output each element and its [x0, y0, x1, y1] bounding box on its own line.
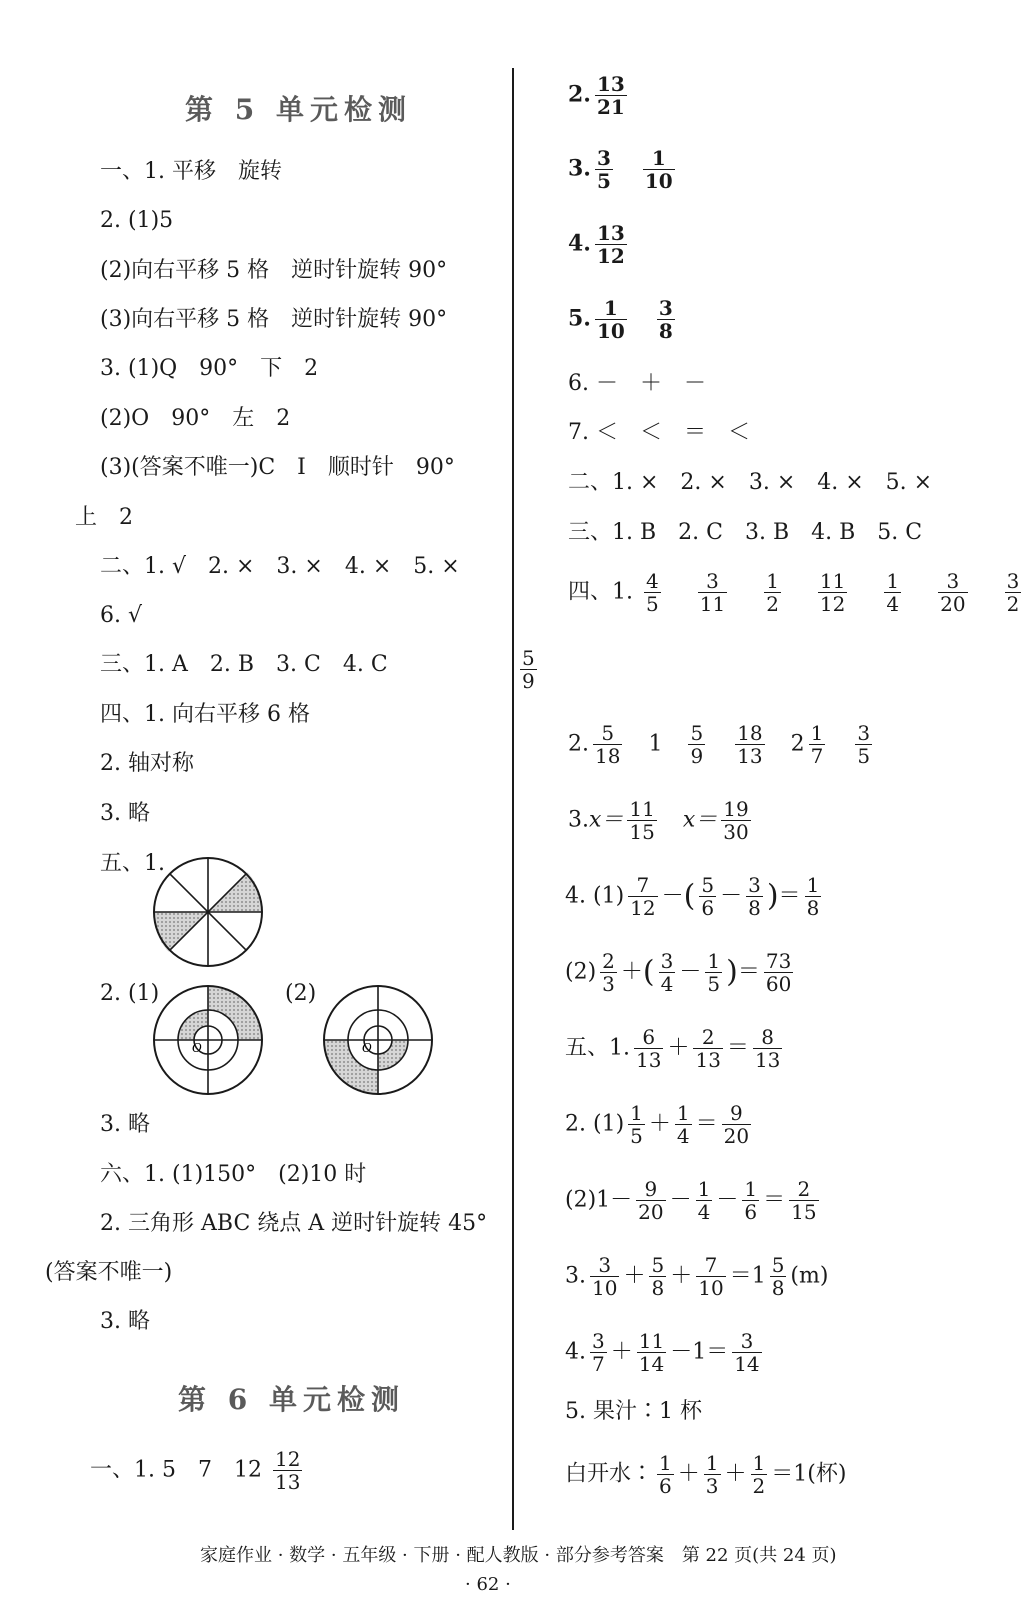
answer-line: 五、1. $\frac{6}{13}$ ＋ $\frac{2}{13}$ ＝ $\frac{8}{13}$ [565, 1025, 781, 1072]
answer-line [516, 647, 541, 692]
fraction: $\frac{2}{3}$ [602, 949, 615, 996]
answer-line: (2) [285, 981, 317, 1006]
answer-line: 4. $\frac{13}{12}$ [568, 221, 625, 268]
fraction: $\frac{1}{6}$ [744, 1177, 758, 1224]
fraction: $\frac{8}{13}$ [754, 1025, 781, 1072]
fraction: $\frac{2}{13}$ [695, 1025, 721, 1072]
fraction: $\frac{1}{5}$ [630, 1101, 643, 1148]
answer-line: 2. $\frac{13}{21}$ [568, 72, 625, 119]
fraction: $\frac{6}{13}$ [636, 1025, 662, 1072]
fraction: $\frac{1}{8}$ [806, 873, 820, 920]
fraction: $\frac{19}{30}$ [723, 797, 749, 844]
fraction: $\frac{1}{3}$ [705, 1451, 719, 1498]
fraction: $\frac{11}{12}$ [819, 569, 846, 616]
fraction: $\frac{9}{20}$ [638, 1177, 664, 1224]
unit5-title: 第 5 单元检测 [185, 93, 412, 126]
fraction: $\frac{12}{13}$ [274, 1447, 301, 1494]
answer-line: 2. (1)5 [100, 208, 174, 233]
fraction: $\frac{1}{4}$ [697, 1177, 711, 1224]
fraction: $\frac{3}{11}$ [699, 569, 726, 616]
answer-line: 2. 轴对称 [100, 751, 194, 776]
answer-line: 4. $\frac{3}{7}$ ＋ $\frac{11}{14}$ －1＝ $\frac{3}{14}$ [565, 1329, 760, 1376]
center-label: O [362, 1041, 372, 1055]
fraction: $\frac{4}{5}$ [646, 569, 659, 616]
answer-line: 2. 三角形 ABC 绕点 A 逆时针旋转 45° [100, 1211, 488, 1236]
fraction: $\frac{1}{6}$ [659, 1451, 672, 1498]
fraction: $\frac{5}{6}$ [701, 873, 715, 920]
answer-line: 3. 略 [100, 1112, 150, 1137]
answer-text: 一、1. 5 7 12 [90, 1457, 262, 1483]
answer-line: 4. (1) $\frac{7}{12}$ －( $\frac{5}{6}$ － $\frac{3}{8}$ )＝ $\frac{1}{8}$ [565, 873, 820, 920]
fraction: $\frac{3}{5}$ [857, 721, 871, 768]
unit6-title: 第 6 单元检测 [178, 1383, 405, 1416]
answer-line: (2) $\frac{2}{3}$ ＋( $\frac{3}{4}$ － $\frac{1}{5}$ )＝ $\frac{73}{60}$ [565, 949, 792, 996]
sector-circle-figure [152, 856, 264, 968]
answer-line: 2. $\frac{5}{18}$ 1 $\frac{5}{9}$ $\frac{18}{13}$ 2 $\frac{1}{7}$ $\frac{3}{5}$ [568, 721, 871, 768]
answer-line: 四、1. 向右平移 6 格 [100, 702, 310, 727]
answer-line: 六、1. (1)150° (2)10 时 [100, 1162, 367, 1187]
answer-line: 5. 果汁∶1 杯 [565, 1399, 702, 1424]
fraction: $\frac{3}{20}$ [940, 569, 966, 616]
fraction: $\frac{3}{5}$ [596, 146, 611, 193]
answer-line: 三、1. B 2. C 3. B 4. B 5. C [568, 520, 923, 545]
fraction: $\frac{11}{15}$ [629, 797, 655, 844]
fraction: $\frac{5}{18}$ [595, 721, 621, 768]
fraction: $\frac{5}{8}$ [651, 1253, 665, 1300]
fraction: $\frac{1}{7}$ [810, 721, 824, 768]
fraction: $\frac{1}{10}$ [596, 296, 625, 343]
concentric-circle-figure-2 [322, 984, 434, 1096]
fraction: $\frac{3}{14}$ [734, 1329, 760, 1376]
fraction: $\frac{1}{2}$ [752, 1451, 766, 1498]
answer-line: (2)O 90° 左 2 [100, 406, 291, 431]
answer-line: 3. $\frac{3}{5}$ $\frac{1}{10}$ [568, 146, 673, 193]
answer-line: 2. (1) [100, 981, 160, 1006]
answer-line: 二、1. √ 2. × 3. × 4. × 5. × [100, 554, 460, 579]
answer-line: 5. $\frac{1}{10}$ $\frac{3}{8}$ [568, 296, 673, 343]
fraction: $\frac{1}{4}$ [886, 569, 900, 616]
page-footer: 家庭作业 · 数学 · 五年级 · 下册 · 配人教版 · 部分参考答案 第 22 页(共 24 页) [200, 1545, 837, 1566]
answer-line: 3. 略 [100, 1309, 150, 1334]
fraction: $\frac{1}{2}$ [766, 569, 779, 616]
center-label: O [192, 1041, 202, 1055]
answer-line: 3. $\frac{3}{10}$ ＋ $\frac{5}{8}$ ＋ $\frac{7}{10}$ ＝1 $\frac{5}{8}$ (m) [565, 1253, 829, 1300]
answer-line: 6. － ＋ － [568, 371, 706, 396]
answer-line: 7. ＜ ＜ ＝ ＜ [568, 420, 750, 445]
answer-line: 3. (1)Q 90° 下 2 [100, 356, 319, 381]
fraction: $\frac{3}{10}$ [592, 1253, 618, 1300]
answer-line: 白开水∶ $\frac{1}{6}$ ＋ $\frac{1}{3}$ ＋ $\frac{1}{2}$ ＝1(杯) [565, 1451, 847, 1498]
fraction: $\frac{18}{13}$ [737, 721, 763, 768]
fraction: $\frac{3}{8}$ [658, 296, 673, 343]
answer-line: 一、1. 平移 旋转 [100, 159, 282, 184]
answer-line: 3. 略 [100, 801, 150, 826]
fraction: $\frac{9}{20}$ [723, 1101, 750, 1148]
fraction: $\frac{3}{4}$ [660, 949, 674, 996]
answer-line: (3)(答案不唯一)C I 顺时针 90° [100, 455, 455, 480]
answer-line: 五、1. [100, 851, 165, 876]
fraction: $\frac{1}{5}$ [707, 949, 721, 996]
answer-line: 三、1. A 2. B 3. C 4. C [100, 652, 388, 677]
fraction: $\frac{5}{9}$ [690, 721, 704, 768]
fraction: $\frac{5}{8}$ [771, 1253, 785, 1300]
answer-line: 二、1. × 2. × 3. × 4. × 5. × [568, 470, 933, 495]
page-number: · 62 · [465, 1574, 511, 1595]
fraction: $\frac{13}{21}$ [596, 72, 625, 119]
answer-line: (2)1－ $\frac{9}{20}$ － $\frac{1}{4}$ － $\frac{1}{6}$ ＝ $\frac{2}{15}$ [565, 1177, 817, 1224]
fraction: $\frac{73}{60}$ [765, 949, 792, 996]
answer-line [90, 1448, 306, 1493]
fraction: $\frac{2}{15}$ [791, 1177, 817, 1224]
answer-line: 四、1. $\frac{4}{5}$ $\frac{3}{11}$ $\frac{1}{2}$ $\frac{11}{12}$ $\frac{1}{4}$ $\frac{3}{20}$ $\frac{3}{2}$ [568, 569, 1020, 616]
answer-line: 2. (1) $\frac{1}{5}$ ＋ $\frac{1}{4}$ ＝ $\frac{9}{20}$ [565, 1101, 750, 1148]
fraction: $\frac{11}{14}$ [638, 1329, 665, 1376]
concentric-circle-figure-1 [152, 984, 264, 1096]
fraction: $\frac{3}{8}$ [748, 873, 761, 920]
answer-line: 3.x＝ $\frac{11}{15}$ x＝ $\frac{19}{30}$ [568, 797, 749, 844]
answer-line: (2)向右平移 5 格 逆时针旋转 90° [100, 258, 448, 283]
fraction: $\frac{7}{10}$ [698, 1253, 724, 1300]
answer-line: (3)向右平移 5 格 逆时针旋转 90° [100, 307, 448, 332]
fraction: $\frac{3}{7}$ [592, 1329, 605, 1376]
column-divider [512, 68, 514, 1530]
fraction: $\frac{5}{9}$ [522, 646, 535, 693]
fraction: $\frac{1}{10}$ [644, 146, 673, 193]
fraction: $\frac{3}{2}$ [1006, 569, 1020, 616]
fraction: $\frac{1}{4}$ [676, 1101, 690, 1148]
answer-line: 6. √ [100, 603, 143, 628]
fraction: $\frac{7}{12}$ [630, 873, 656, 920]
fraction: $\frac{13}{12}$ [596, 221, 625, 268]
answer-line: (答案不唯一) [45, 1260, 173, 1285]
answer-line: 上 2 [75, 505, 133, 530]
